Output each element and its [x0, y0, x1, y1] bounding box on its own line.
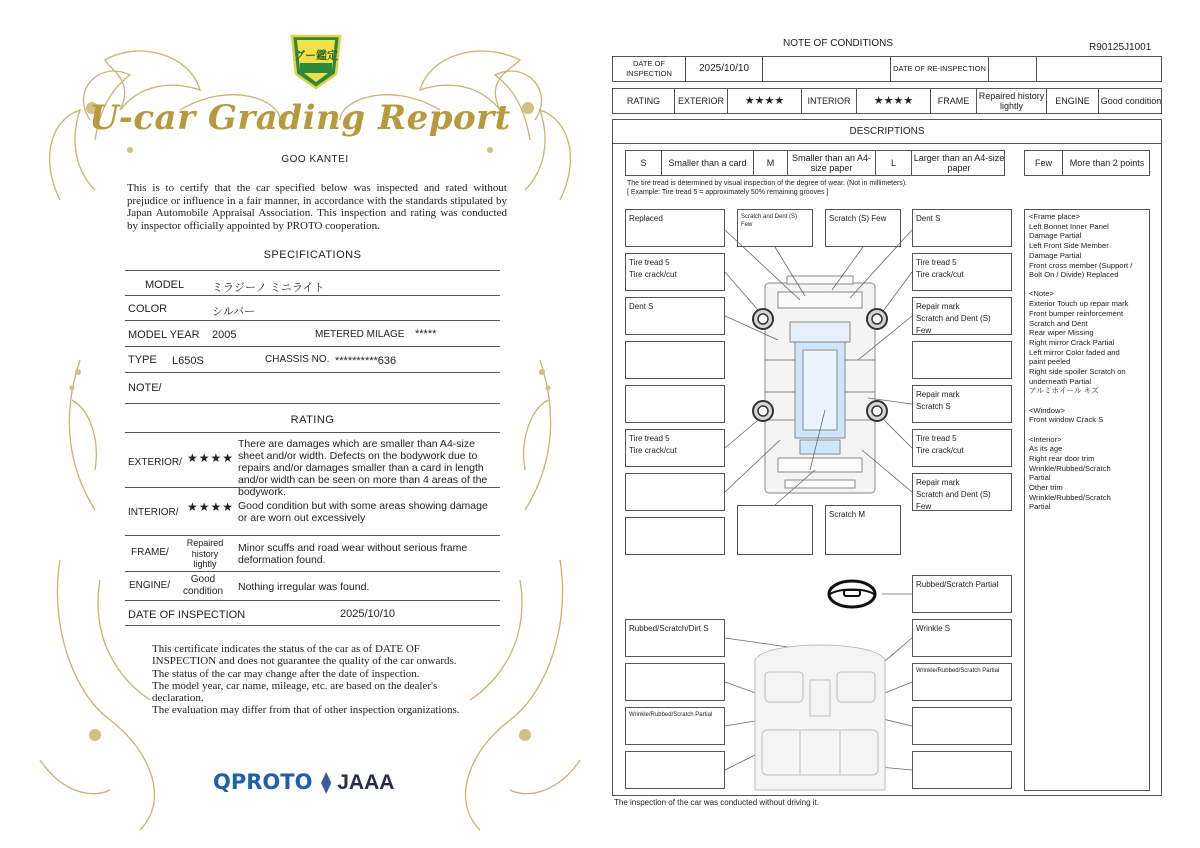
interior-stars: ★★★★ — [857, 89, 931, 113]
footer-line: The status of the car may change after the date of inspection. — [152, 667, 420, 680]
footer-line: The model year, car name, mileage, etc. are based on the dealer's — [152, 679, 438, 692]
damage-box-line: Tire crack/cut — [629, 270, 677, 279]
intro-paragraph: This is to certify that the car specified below was inspected and rated without prejudice or influence in a fair manner, in accordance with the standards stipulated by Japan Automobile Appraisal Association. This inspection and rating was conducted by inspector officially appointed by PROTO cooperation. — [127, 182, 507, 232]
note-line: As its age — [1029, 444, 1063, 454]
note-line: <Note> — [1029, 289, 1054, 299]
size-legend — [625, 150, 1005, 176]
damage-box-line: Scratch and Dent (S) Few — [916, 490, 991, 511]
chassis-value: **********636 — [335, 355, 397, 367]
exterior-label: EXTERIOR — [675, 89, 728, 113]
damage-box: Wrinkle/Rubbed/Scratch Partial — [625, 707, 725, 745]
rating-row-engine — [125, 572, 500, 601]
model-year-value: 2005 — [212, 329, 237, 341]
note-line: Rear wiper Missing — [1029, 328, 1094, 338]
legend-few-key: Few — [1025, 151, 1063, 175]
damage-box: Wrinkle/Rubbed/Scratch Partial — [912, 663, 1012, 701]
footer-line: declaration. — [152, 692, 204, 705]
damage-box — [625, 385, 725, 423]
legend-few-desc: More than 2 points — [1069, 158, 1145, 168]
damage-box: Wrinkle S — [912, 619, 1012, 657]
frame-description: Minor scuffs and road wear without serious frame deformation found. — [238, 542, 468, 566]
chassis-label: CHASSIS NO. — [265, 354, 330, 365]
note-line: <Window> — [1029, 405, 1065, 415]
rating-label: RATING — [613, 89, 675, 113]
side-notes-panel — [1024, 209, 1150, 791]
damage-box — [625, 253, 725, 291]
metered-value: ***** — [415, 328, 437, 340]
spec-row-year — [125, 321, 500, 347]
spec-row-note — [125, 373, 500, 404]
model-year-label: MODEL YEAR — [128, 329, 200, 341]
damage-box — [625, 473, 725, 511]
rating-row — [612, 88, 1162, 114]
damage-box-line: Tire crack/cut — [916, 446, 964, 455]
damage-box: Replaced — [625, 209, 725, 247]
note-line: <Interior> — [1029, 434, 1062, 444]
frame-place-notes — [1029, 212, 1145, 280]
date-reinspection-value — [989, 57, 1037, 81]
date-reinspection-label: DATE OF RE-INSPECTION — [891, 57, 989, 81]
damage-box: Dent S — [912, 209, 1012, 247]
damage-box — [625, 663, 725, 701]
proto-logo-mark: Q — [213, 770, 231, 794]
footer-line: The evaluation may differ from that of other inspection organizations. — [152, 704, 460, 717]
damage-box-line: Tire crack/cut — [916, 270, 964, 279]
jaaa-logo-text: JAAA — [337, 771, 395, 794]
note-line: underneath Partial — [1029, 376, 1092, 386]
engine-description: Nothing irregular was found. — [238, 581, 370, 593]
damage-box — [912, 341, 1012, 379]
damage-box: Rubbed/Scratch Partial — [912, 575, 1012, 613]
proto-logo-text: PROTO — [230, 770, 313, 794]
footer-line: INSPECTION and does not guarantee the quality of the car onwards. — [152, 655, 457, 668]
spec-row-color — [125, 296, 500, 321]
note-line: Left Front Side Member — [1029, 241, 1109, 251]
report-subtitle: GOO KANTEI — [281, 154, 349, 165]
note-line: paint peeled — [1029, 357, 1071, 367]
metered-label: METERED MILAGE — [315, 329, 405, 340]
note-line: Wrinkle/Rubbed/Scratch — [1029, 492, 1111, 502]
type-label: TYPE — [128, 354, 157, 366]
rating-row-interior — [125, 488, 500, 536]
exterior-stars: ★★★★ — [728, 89, 802, 113]
type-value: L650S — [172, 355, 204, 367]
note-line: Front bumper reinforcement — [1029, 308, 1124, 318]
date-inspection-label: DATE OF INSPECTION — [613, 57, 686, 81]
damage-box — [625, 517, 725, 555]
date-value: 2025/10/10 — [340, 608, 396, 620]
note-line: Front window Crack S — [1029, 415, 1104, 425]
model-value: ミラジーノ ミニライト — [212, 282, 325, 294]
engine-value: Good condition — [1100, 96, 1162, 106]
damage-box — [912, 385, 1012, 423]
interior-stars: ★★★★ — [187, 500, 235, 514]
damage-box: Scratch and Dent (S) Few — [737, 209, 813, 247]
damage-box — [912, 751, 1012, 789]
note-line: Scratch and Dent — [1029, 318, 1088, 328]
legend-s-key: S — [626, 151, 662, 175]
badge-text: グー鑑定 — [294, 50, 338, 62]
frame-value: Repaired history lightly — [977, 89, 1047, 113]
damage-box: Rubbed/Scratch/Dirt S — [625, 619, 725, 657]
damage-box: Scratch M — [825, 505, 901, 555]
color-value: シルバー — [212, 306, 255, 318]
interior-description: Good condition but with some areas showing damage or are worn out excessively — [238, 500, 488, 524]
note-line: Wrinkle/Rubbed/Scratch — [1029, 463, 1111, 473]
note-line: Left mirror Color faded and — [1029, 347, 1120, 357]
damage-box-line: Scratch S — [916, 402, 951, 411]
specifications-heading: SPECIFICATIONS — [263, 249, 362, 261]
legend-s-desc: Smaller than a card — [662, 151, 754, 175]
window-notes — [1029, 406, 1145, 425]
damage-box — [625, 341, 725, 379]
damage-box-line: Tire tread 5 — [916, 434, 957, 443]
sheet-footer: The inspection of the car was conducted without driving it. — [614, 798, 819, 807]
exterior-label: EXTERIOR/ — [128, 457, 182, 468]
damage-box — [912, 429, 1012, 467]
legend-l-key: L — [876, 151, 912, 175]
damage-box: Dent S — [625, 297, 725, 335]
note-line: Damage Partial — [1029, 231, 1082, 241]
date-blank-cell — [763, 57, 891, 81]
damage-box — [625, 429, 725, 467]
damage-box — [625, 751, 725, 789]
frame-label: FRAME/ — [131, 547, 169, 558]
date-label: DATE OF INSPECTION — [128, 609, 246, 621]
engine-value: Good condition — [182, 574, 224, 597]
proto-logo — [213, 770, 312, 794]
rating-heading: RATING — [290, 414, 335, 426]
color-label: COLOR — [128, 303, 168, 315]
reference-number: R90125J1001 — [1089, 42, 1152, 53]
tire-note-1: The tire tread is determined by visual inspection of the degree of wear. (Not in millimeters). — [627, 180, 908, 187]
interior-label: INTERIOR — [802, 89, 857, 113]
model-label: MODEL — [145, 279, 185, 291]
certificate-footer-note — [152, 643, 492, 717]
note-line: Damage Partial — [1029, 250, 1082, 260]
damage-box — [912, 707, 1012, 745]
spec-row-model — [125, 270, 500, 296]
note-line: Bolt On / Divide) Replaced — [1029, 270, 1119, 280]
legend-l-desc: Larger than an A4-size paper — [913, 153, 1005, 173]
damage-box — [912, 297, 1012, 335]
footer-line: This certificate indicates the status of the car as of DATE OF — [152, 643, 420, 655]
damage-box — [912, 253, 1012, 291]
frame-value: Repaired history lightly — [186, 538, 224, 569]
jaaa-logo-mark: ⧫ — [321, 771, 332, 794]
note-label: NOTE/ — [128, 382, 162, 394]
note-line: Right mirror Crack Partial — [1029, 337, 1115, 347]
note-line: Partial — [1029, 502, 1051, 512]
frame-label: FRAME — [931, 89, 977, 113]
damage-box — [912, 473, 1012, 511]
date-of-inspection-row — [125, 601, 500, 626]
note-line: Other trim — [1029, 483, 1063, 493]
damage-box-line: Repair mark — [916, 478, 960, 487]
rating-row-frame — [125, 536, 500, 572]
damage-box-line: Tire tread 5 — [629, 434, 670, 443]
note-line: Partial — [1029, 473, 1051, 483]
damage-box-line: Tire tread 5 — [916, 258, 957, 267]
exterior-stars: ★★★★ — [187, 451, 235, 465]
rating-row-exterior — [125, 432, 500, 498]
damage-box-line: Scratch and Dent (S) Few — [916, 314, 991, 335]
engine-label: ENGINE/ — [129, 580, 171, 591]
damage-box — [737, 505, 813, 555]
jaaa-logo — [321, 770, 394, 795]
note-line: Left Bonnet Inner Panel — [1029, 221, 1109, 231]
report-title: U-car Grading Report — [89, 98, 511, 138]
note-of-conditions-sheet — [600, 0, 1200, 848]
spec-row-type — [125, 347, 500, 373]
note-line: Exterior Touch up repair mark — [1029, 299, 1129, 309]
note-line: <Frame place> — [1029, 212, 1081, 221]
interior-label: INTERIOR/ — [128, 507, 179, 518]
exterior-description: There are damages which are smaller than A4-size sheet and/or width. Defects on the bodywork due to repairs and/or damages smaller than a card in length and/or width can be seen on more than 4 areas of the bodywork. — [238, 438, 488, 498]
sheet-title: NOTE OF CONDITIONS — [783, 38, 893, 49]
engine-label: ENGINE — [1047, 89, 1099, 113]
damage-box: Scratch (S) Few — [825, 209, 901, 247]
legend-m-key: M — [754, 151, 788, 175]
interior-notes — [1029, 435, 1145, 513]
tire-note-2: [ Example: Tire tread 5 = approximately 50% remaining grooves ] — [627, 189, 829, 196]
date-row — [612, 56, 1162, 82]
damage-box-line: Tire crack/cut — [629, 446, 677, 455]
general-notes — [1029, 289, 1145, 396]
damage-box-line: Repair mark — [916, 302, 960, 311]
goo-kantei-badge — [288, 30, 344, 90]
note-line: Front cross member (Support / — [1029, 260, 1133, 270]
damage-box-line: Tire tread 5 — [629, 258, 670, 267]
legend-m-desc: Smaller than an A4-size paper — [788, 151, 876, 175]
note-line: Right rear door trim — [1029, 453, 1095, 463]
date-inspection-value: 2025/10/10 — [686, 57, 763, 81]
note-line: アルミホイール キズ — [1029, 386, 1099, 396]
damage-box-line: Repair mark — [916, 390, 960, 399]
descriptions-heading: DESCRIPTIONS — [613, 120, 1161, 144]
date-blank-cell — [1037, 57, 1163, 81]
note-line: Right side spoiler Scratch on — [1029, 367, 1126, 377]
few-legend — [1024, 150, 1150, 176]
